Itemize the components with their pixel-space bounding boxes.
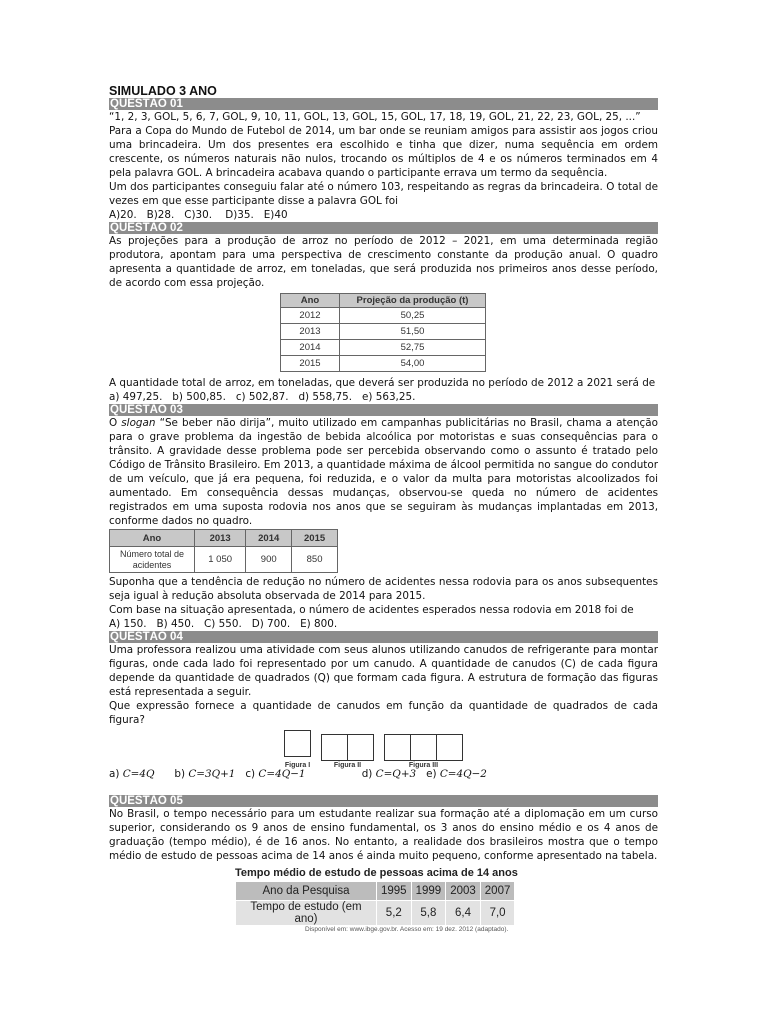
figure-label: Figura II [333,762,362,769]
figure-1 [284,730,311,769]
q3-paragraph: Suponha que a tendência de redução no número de acidentes nessa rodovia para os anos subsequentes seja igual à redução absoluta observada de 2014 para 2015. [109,576,658,602]
table-cell: 51,50 [340,324,486,340]
figure-label: Figura I [284,762,311,769]
option-prefix: c) [245,768,259,780]
square-shape [347,734,374,761]
option-prefix: b) [174,768,189,780]
table-row-label: Ano da Pesquisa [236,882,377,901]
q3-question: Com base na situação apresentada, o número de acidentes esperados nessa rodovia em 2018 foi de [109,604,634,616]
table-header: 2015 [292,530,338,547]
figure-squares [384,734,463,761]
q1-paragraph: Para a Copa do Mundo de Futebol de 2014, um bar onde se reuniam amigos para assistir aos jogos criou uma brincadeira. Um dos presentes era escolhido e tinha que dizer, numa sequência em ordem crescente, os números naturais não nulos, trocando os múltiplos de 4 e os números terminados em 4 pela palavra GOL. A brincadeira acabava quando o participante errava um termo da sequência. [109,125,658,179]
table-cell: 6,4 [446,901,481,926]
q3-table-wrap [109,529,658,573]
option-prefix: e) [426,768,440,780]
q5-table [235,881,515,926]
option-expression: C=4Q [122,768,155,780]
table-header: Ano [281,294,340,308]
option-expression: C=4Q−1 [258,768,306,780]
q3-text-post: “Se beber não dirija”, muito utilizado em campanhas publicitárias no Brasil, chama a atenção para o grave problema da ingestão de bebida alcoólica por motoristas e suas consequências para o trânsito. A gravidade desse problema pode ser percebida observando como o assunto é tratado pelo Código de Trânsito Brasileiro. Em 2013, a quantidade máxima de álcool permitida no sangue do condutor de um veículo, que já era pequena, foi reduzida, e o valor da multa para motoristas alcoolizados foi aumentado. Em consequência dessas mudanças, observou-se queda no número de acidentes registrados em uma suposta rodovia nos anos que se seguiram às mudanças implantadas em 2013, conforme dados no quadro. [109,417,658,527]
table-header: Projeção da produção (t) [340,294,486,308]
table-cell: 5,2 [377,901,412,926]
table-cell: 7,0 [480,901,515,926]
table-row-label: Tempo de estudo (em ano) [236,901,377,926]
option-expression: C=3Q+1 [188,768,236,780]
square-shape [410,734,437,761]
option-prefix: a) [109,768,123,780]
q3-options: A) 150. B) 450. C) 550. D) 700. E) 800. [109,618,338,630]
document-page [109,84,658,933]
table-cell: 2012 [281,308,340,324]
q2-question: A quantidade total de arroz, em toneladas, que deverá ser produzida no período de 2012 a 2021 será de [109,377,656,389]
option-expression: C=4Q−2 [439,768,487,780]
table-cell: 1999 [411,882,446,901]
table-cell: 2014 [281,340,340,356]
figure-3 [384,734,463,769]
q1-options: A)20. B)28. C)30. D)35. E)40 [109,209,288,221]
q5-table-title: Tempo médio de estudo de pessoas acima de 14 anos [235,867,518,879]
option-expression: C=Q+3 [375,768,417,780]
table-cell: 52,75 [340,340,486,356]
q2-table [280,293,486,372]
table-cell: 2013 [281,324,340,340]
question-header: QUESTÃO 05 [109,795,658,807]
figure-squares [321,734,374,761]
table-cell: 1995 [377,882,412,901]
option-prefix: d) [361,768,376,780]
square-shape [436,734,463,761]
question-header: QUESTÃO 02 [109,222,658,234]
square-shape [321,734,348,761]
table-header: 2014 [246,530,292,547]
table-row-label: Número total de acidentes [110,547,195,573]
table-header: Ano [110,530,195,547]
figure-squares [284,730,311,761]
q3-text-pre: O [109,417,122,429]
q3-paragraph [109,416,658,528]
table-cell: 2015 [281,356,340,372]
q5-paragraph: No Brasil, o tempo necessário para um estudante realizar sua formação até a diplomação em um curso superior, considerando os 9 anos de ensino fundamental, os 3 anos do ensino médio e os 4 anos de graduação (tempo médio), é de 16 anos. No entanto, a realidade dos brasileiros mostra que o tempo médio de estudo de pessoas acima de 14 anos é ainda muito pequeno, conforme apresentado na tabela. [109,808,658,862]
question-header: QUESTÃO 03 [109,404,658,416]
q2-options: a) 497,25. b) 500,85. c) 502,87. d) 558,75. e) 563,25. [109,391,416,403]
table-cell: 850 [292,547,338,573]
question-header: QUESTÃO 01 [109,98,658,110]
q4-figures [284,730,658,769]
figure-2 [321,734,374,769]
q1-sequence: “1, 2, 3, GOL, 5, 6, 7, GOL, 9, 10, 11, GOL, 13, GOL, 15, GOL, 17, 18, 19, GOL, 21, 22, 23, GOL, 25, ...” [109,111,641,123]
q5-table-block [235,867,658,933]
q1-paragraph: Um dos participantes conseguiu falar até o número 103, respeitando as regras da brincadeira. O total de vezes em que esse participante disse a palavra GOL foi [109,181,658,207]
table-cell: 2003 [446,882,481,901]
q4-question: Que expressão fornece a quantidade de canudos em função da quantidade de quadrados de cada figura? [109,700,658,726]
q3-table [109,529,338,573]
square-shape [384,734,411,761]
figure-label: Figura III [408,762,439,769]
q4-options [109,767,658,781]
table-cell: 54,00 [340,356,486,372]
q3-slogan-word: slogan [121,417,156,429]
square-shape [284,730,311,757]
q2-table-wrap [280,293,658,372]
q2-paragraph: As projeções para a produção de arroz no período de 2012 – 2021, em uma determinada região produtora, apontam para uma perspectiva de crescimento constante da produção anual. O quadro apresenta a quantidade de arroz, em toneladas, que será produzida nos primeiros anos desse período, de acordo com essa projeção. [109,235,658,289]
document-title: SIMULADO 3 ANO [109,84,217,98]
table-cell: 5,8 [411,901,446,926]
question-header: QUESTÃO 04 [109,631,658,643]
table-cell: 50,25 [340,308,486,324]
table-cell: 2007 [480,882,515,901]
table-header: 2013 [195,530,246,547]
table-cell: 1 050 [195,547,246,573]
table-cell: 900 [246,547,292,573]
q5-source: Disponível em: www.ibge.gov.br. Acesso em: 19 dez. 2012 (adaptado). [305,926,509,933]
q4-paragraph: Uma professora realizou uma atividade com seus alunos utilizando canudos de refrigerante para montar figuras, onde cada lado foi representado por um canudo. A quantidade de canudos (C) de cada figura depende da quantidade de quadrados (Q) que formam cada figura. A estrutura de formação das figuras está representada a seguir. [109,644,658,698]
